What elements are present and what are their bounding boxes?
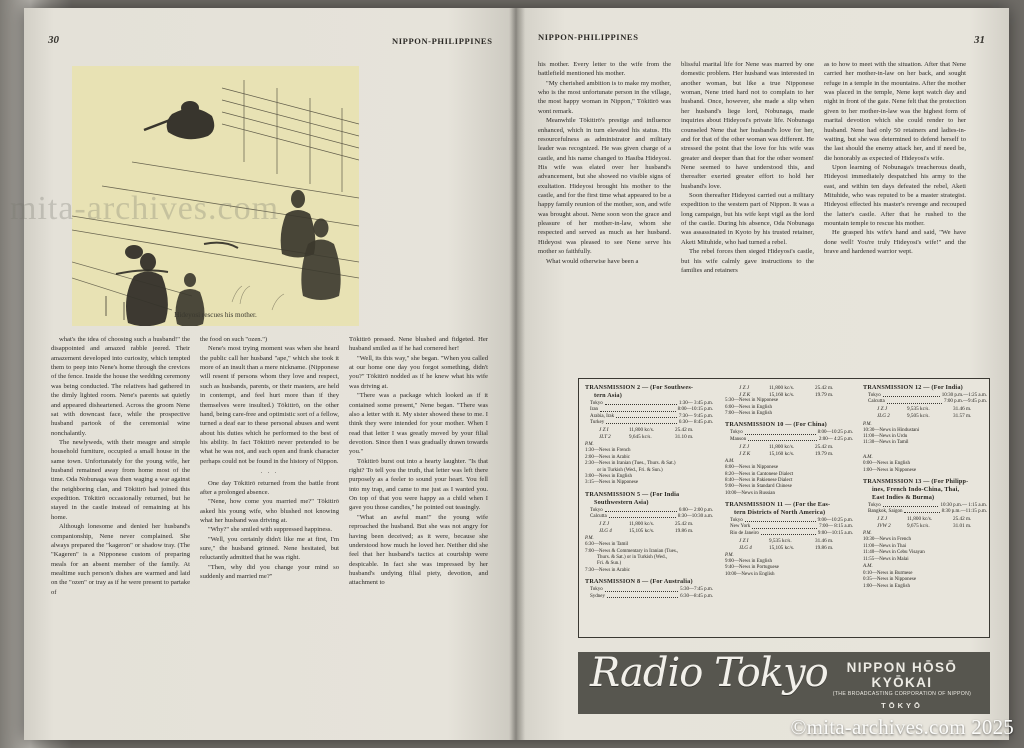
paragraph: Soon thereafter Hideyosi carried out a military expedition to the western part of Nippon. It was a long campaign, but his wife kept vigil as the lord of the castle. During his absence, Oda Nobunaga was assassinated in Kyoto by his trusted retainer, Aketi Mituhide, who had turned a rebel. <box>681 192 814 246</box>
tx-program-item: 8:20—News in Cantonese Dialect <box>725 471 794 477</box>
tx-station-row <box>585 594 713 600</box>
ad-city: TŌKYŌ <box>881 701 923 710</box>
tx-frequency-row <box>725 451 853 458</box>
tx-meters: 25.42 m. <box>815 443 834 450</box>
tx-call-sign: J Z J <box>739 384 750 391</box>
paragraph: "What an awful man!" the young wife reproached the husband. But she was not angry for having been deceived; as it were, because she understood how much he loved her. Neither did she feel that her husband's tactics at courtship were despicable. In fact she was impressed by her husband's undying filial piety, devotion, and attachment to <box>349 513 488 587</box>
tx-program-item-cont: Thurs. & Sat.) or in Turkish (Wed., <box>597 555 668 561</box>
tx-station-time: 7:00 p.m.—9:45 p.m. <box>943 399 987 405</box>
tx-station-time: 5:30—7:45 p.m. <box>680 587 713 593</box>
paragraph: Upon learning of Nobunaga's treacherous death, Hideyosi immediately despatched his army to the east, and within ten days defeated the rebel, Aketi Mituhide, who was reputed to be a master strategist. Hideyosi effected his master's revenge and recouped the latter's castle. After that he rushed to the mountain temple to rescue his mother. <box>824 163 966 228</box>
tx-program-item: 0:00—News in English <box>863 461 910 467</box>
paragraph: Tōkitirō burst out into a hearty laughter. "Is that right? To tell you the truth, that letter was left there purposely as a feeler to sound your heart. You fell into my trap, and came to me just as I wanted you. On top of that you were happy as a child when I gave you those candies," he pointed out teasingly. <box>349 457 488 512</box>
tx-kilocycles: 9,535 kc/s. <box>769 537 792 544</box>
radio-tokyo-advertisement <box>578 652 990 714</box>
paragraph: "Well, its this way," she began. "When you called at our home one day you forgot something, didn't you?" Tōkitirō nodded as if he knew what his wife was driving at. <box>349 354 488 390</box>
transmission-title-cont: tern Districts of North America) <box>734 509 826 517</box>
tx-program-item: 11:40—News in Cebu Visayan <box>863 550 925 556</box>
tx-meters: 25.42 m. <box>953 515 972 522</box>
tx-program-item: 11:00—News in Urdu <box>863 434 908 440</box>
tx-station-time: 8:00—10:15 p.m. <box>677 407 713 413</box>
tx-station-row <box>863 399 987 405</box>
tx-program-item: 11:30—News in Tamil <box>863 440 909 446</box>
tx-call-sign: J Z J <box>739 443 750 450</box>
tx-program-item: 11:00—News in Thai <box>863 543 907 549</box>
transmission-title: TRANSMISSION 12 — (For India) <box>863 384 963 391</box>
tx-program-item: 11:55—News in Malai <box>863 556 909 562</box>
paragraph: The newlyweds, with their meagre and simple household furniture, occupied a small house in the same town. Unfortunately for the young wife, her husband remained away from home most of the time. Oda Nobunaga was then waging a war against the neighboring clan, and Tōkitirō had joined this expedition. Tōkitirō occasionally returned, but he stayed in the castle instead of remaining at his home. <box>51 438 190 521</box>
tx-meters: 19.79 m. <box>815 450 834 457</box>
tx-station-time: 8:00—10:25 p.m. <box>817 430 853 436</box>
tx-program-item: A.M. <box>863 454 873 460</box>
tx-dots <box>605 401 677 405</box>
paragraph: The rebel forces then sieged Hideyosi's castle, but his wife calmly gave instructions to the families and retainers <box>681 248 814 274</box>
tx-station-name: Manson <box>730 436 747 442</box>
illustration-caption: Hideyosi rescues his mother. <box>174 311 257 319</box>
tx-dots <box>605 508 677 512</box>
tx-dots <box>606 420 677 424</box>
transmission-title-cont: ines, French Indo-China, Thai, <box>872 485 960 493</box>
tx-station-row <box>863 509 987 515</box>
tx-program-item: 10:30—News in Hindustani <box>863 427 920 433</box>
tx-station-name: Sydney <box>590 593 605 599</box>
tx-station-time: 6:00— 2:00 p.m. <box>678 507 713 513</box>
right-page-folio: 31 <box>974 34 985 46</box>
tx-station-name: Arabia, Irak <box>590 413 615 419</box>
tx-station-name: Tokyo <box>590 587 603 593</box>
tx-call-sign: J Z J <box>877 406 888 413</box>
tx-station-name: Tokyo <box>590 507 603 513</box>
transmission-schedule-box <box>578 378 990 638</box>
left-page <box>24 8 516 740</box>
transmission-title-cont: East Indies & Burma) <box>872 493 935 501</box>
right-page-column-2 <box>681 60 814 380</box>
tx-call-sign: J Z J <box>599 520 610 527</box>
tx-dots <box>883 393 940 397</box>
tx-station-name: Tokyo <box>868 392 881 398</box>
tx-program-item: A.M. <box>863 564 873 570</box>
tx-ampm-label: P.M. <box>725 552 734 558</box>
tx-meters: 31.01 m. <box>953 523 972 530</box>
right-page-column-3 <box>824 60 966 380</box>
tx-station-name: Turkey <box>590 420 605 426</box>
tx-kilocycles: 9,675 kc/s. <box>907 523 930 530</box>
tx-station-time: 2:00— 4:25 p.m. <box>818 436 853 442</box>
tx-station-name: Rio de Janeiro <box>730 530 759 536</box>
ad-script-title: Radio Tokyo <box>590 652 828 696</box>
paragraph: "My cherished ambition is to make my mother, who is the most unfortunate person in the village, the most happy woman in Nippon," Tōkitirō was wont remark. <box>538 79 671 115</box>
transmission-title: TRANSMISSION 2 — (For Southwes- tern Asia) <box>585 384 713 400</box>
tx-frequency-row <box>725 444 853 451</box>
tx-frequency-row <box>863 523 987 530</box>
paragraph: "Nene, how come you married me?" Tōkitirō asked his young wife, who blushed not knowing what her husband was driving at. <box>200 498 339 524</box>
tx-program-item: 3:00—News in English <box>585 473 632 479</box>
tx-kilocycles: 11,800 kc/s. <box>629 426 655 433</box>
tx-call-sign: J Z K <box>739 450 751 457</box>
transmission-title-cont: Southwestern Asia) <box>594 498 649 506</box>
left-page-column-3 <box>349 335 488 721</box>
tx-program-item: 7:00—News & Commentary in Iranian (Tues., Thurs. & Sat.) or in Turkish (Wed., <box>585 549 713 562</box>
tx-station-row <box>585 420 713 426</box>
tx-dots <box>616 414 677 418</box>
tx-frequency-row <box>863 406 987 413</box>
tx-kilocycles: 9,645 kc/s. <box>629 434 652 441</box>
transmission-schedule-columns <box>585 384 987 632</box>
tx-program-item: 6:30—News in Tamil <box>585 542 629 548</box>
tx-meters: 19.86 m. <box>675 528 694 535</box>
tx-program-item: 6:00—News in English <box>725 404 772 410</box>
tx-kilocycles: 11,800 kc/s. <box>769 384 795 391</box>
tx-program-item: 9:40—News in Portuguese <box>725 565 779 571</box>
tx-meters: 31.57 m. <box>953 413 972 420</box>
tx-dots <box>609 514 676 518</box>
tx-meters: 31.46 m. <box>953 406 972 413</box>
tx-meters: 19.79 m. <box>815 391 834 398</box>
tx-program-item: Fri. & Sun.) <box>597 561 622 567</box>
paragraph-separator: . . . <box>260 469 279 476</box>
tx-program-item: 1:00—News in English <box>863 583 910 589</box>
tx-program-item: 10:00—News in Russian <box>725 490 775 496</box>
ad-corporation-name: NIPPON HŌSŌ KYŌKAI <box>846 660 958 690</box>
tx-call-sign: JVW 2 <box>877 523 891 530</box>
tx-meters: 31.46 m. <box>815 537 834 544</box>
tx-station-name: Calcutta <box>868 399 885 405</box>
tx-station-time: 10:30 p.m.— 1:15 a.m. <box>940 502 987 508</box>
tx-station-name: Iran <box>590 407 599 413</box>
tx-program-item: 2:30—News in Iranian (Tues., Thurs. & Sat.) or in Turkish (Wed., Fri. & Sun.) <box>585 461 713 474</box>
tx-call-sign: J Z K <box>739 391 751 398</box>
paragraph: Nene's most trying moment was when she heard the public call her husband "ape," which she took it more of an insult than a mere nickname. (Nipponese will resent if persons whom they love and respect, such as husbands, parents, or their masters, are held in contempt, and feel hurt more than if they themselves were insulted.) Tōkitirō, on the other hand, being care-free and optimistic sort of a fellow, turned a deaf ear to these personal abuses and went about his duties which he performed to the best of his ability. In fact Tōkitirō never pretended to be what he was not, and such open and frank character perhaps could not be found in the history of Nippon. <box>200 345 339 465</box>
tx-frequency-row <box>863 516 987 523</box>
paragraph: the food on such "ozen.") <box>200 336 268 343</box>
paragraph: blissful marital life for Nene was marred by one domestic problem. Her husband was interested in another woman, but like a true Nipponese woman, Nene tried hard not to complain to her husband. Once, however, she made a slip when her husband's liege lord, Nobunaga, made inquiries about Hideyosi's private life. Nobunaga counseled Nene that her husband's love for her, and for that of the other woman was different. He stressed the point that the love for his wife was greater and deeper than that for the other women! Nene seemed to have understood this, and thereafter exerted greater effort to hold her husband's love. <box>681 61 814 190</box>
tx-program-item: 10:30—News in French <box>863 537 912 543</box>
tx-frequency-row <box>863 413 987 420</box>
tx-dots <box>883 503 939 507</box>
tx-station-time: 10:30 p.m.—1:25 a.m. <box>941 392 987 398</box>
paragraph: Tōkitirō pressed. Nene blushed and fidgeted. Her husband smiled as if he had cornered her! <box>349 336 488 353</box>
tx-program-item: 9:00—News in Standard Chinese <box>725 484 792 490</box>
tx-call-sign: JLG 2 <box>877 413 890 420</box>
tx-station-name: Tokyo <box>730 517 743 523</box>
tx-program-item: 8:00—News in Nipponese <box>725 465 779 471</box>
tx-ampm-label: P.M. <box>863 421 872 427</box>
tx-dots <box>752 524 817 528</box>
tx-dots <box>761 531 816 535</box>
tx-frequency-row <box>585 528 713 535</box>
right-page-column-1 <box>538 60 671 380</box>
left-page-runhead: NIPPON-PHILIPPINES <box>392 36 493 46</box>
paragraph: what's the idea of choosing such a husband!" the disappointed and amazed rabble jeered. Their amazement developed into curiosity, which tempted them to peep into Nene's home through the crevices of the fence. Inside the house the wedding ceremony was being conducted. The relatives had gathered in the dimly lighted room. Nene's parents sat quietly and appeared disheartened. Across the groom Nene sat with downcast face, while the prospective husband partook of the ceremonial wine nonchalantly. <box>51 336 190 437</box>
tx-kilocycles: 15,105 kc/s. <box>629 528 655 535</box>
left-page-column-2 <box>200 335 339 721</box>
tx-station-name: Calcutta <box>590 513 607 519</box>
tx-meters: 25.42 m. <box>675 426 694 433</box>
tx-frequency-row <box>725 538 853 545</box>
tx-program-item: 7:30—News in Arabic <box>585 567 630 573</box>
watermark-corner: ©mita-archives.com 2025 <box>790 715 1014 739</box>
tx-frequency-row <box>585 521 713 528</box>
tx-call-sign: J Z I <box>739 537 749 544</box>
transmission-column-3 <box>863 384 987 590</box>
tx-spacer <box>863 447 987 453</box>
tx-kilocycles: 15,105 kc/s. <box>769 544 795 551</box>
watermark-faint: mita-archives.com <box>10 190 280 227</box>
left-page-folio: 30 <box>48 34 59 46</box>
paragraph: Meanwhile Tōkitirō's prestige and influence enhanced, which in turn elevated his status. His resourcefulness as administrator and military leader was recognized. He was given charge of a castle, and his name changed to Hasiba Hideyosi. His wife was elated over her husband's advancement, but she showed no visible signs of exultation. Hideyosi brought his mother to the castle, and for the first time what appeared to be a happy family reunion of the mother, son, and wife was brought about. Nene soon won the grace and pleasure of her mother-in-law, whom she respected and served as much as her husband. Hideyosi was pleased to see Nene serve his mother so faithfully. <box>538 117 671 256</box>
transmission-title: TRANSMISSION 11 — (For the Eas- tern Districts of North America) <box>725 501 853 517</box>
tx-station-row <box>585 514 713 520</box>
right-page-runhead: NIPPON-PHILIPPINES <box>538 32 639 42</box>
tx-frequency-row <box>725 385 853 392</box>
tx-program-item: 1:00—News in Nipponese <box>863 467 917 473</box>
paragraph: his mother. Every letter to the wife from the battlefield mentioned his mother. <box>538 61 671 78</box>
tx-station-time: 9:00—10:25 p.m. <box>817 517 853 523</box>
paragraph: as to how to meet with the situation. After that Nene carried her mother-in-law on her back, and sought refuge in a temple in the mountains. After the mother was placed in the temple, Nene kept watch day and night in front of the gate. Nene felt that the protection given to her mother-in-law was the highest form of marital devotion which she could render to her husband. Nene had only 50 retainers and ladies-in-waiting, but she was determined to defend herself to the last should the enemy attack her, and if need be, die honorably as expected of Hideyosi's wife. <box>824 61 966 162</box>
tx-kilocycles: 11,800 kc/s. <box>629 520 655 527</box>
paragraph: Although lonesome and denied her husband's companionship, Nene never complained. She always prepared the "kageron" or shadow tray. (The "Kageren" is a Nipponese custom of preparing meals for an absent member of the family. At mealtime such person's dishes are warmed and laid on the "ozen" or tray as if he were present to partake of <box>51 523 190 596</box>
tx-program-item: 10:00—News in English <box>725 571 775 577</box>
tx-station-name: Tokyo <box>730 430 743 436</box>
tx-program-item: 1:30—News in French <box>585 448 631 454</box>
left-page-column-1 <box>51 335 190 721</box>
tx-dots <box>605 587 678 591</box>
tx-program-item-cont: or in Turkish (Wed., Fri. & Sun.) <box>597 467 663 473</box>
tx-station-time: 8:30—10:30 a.m. <box>677 513 713 519</box>
paragraph: "Why?" she smiled with suppressed happiness. <box>208 526 333 534</box>
tx-program-item: 5:30—News in Nipponese <box>725 398 779 404</box>
transmission-title-cont: tern Asia) <box>594 391 622 399</box>
transmission-title: TRANSMISSION 10 — (For China) <box>725 421 827 429</box>
tx-dots <box>745 518 816 522</box>
illustration-hideyosi-rescues-mother <box>72 66 359 326</box>
tx-meters: 25.42 m. <box>675 520 694 527</box>
illustration-artwork <box>72 66 359 326</box>
tx-station-time: 6:30— 8:45 p.m. <box>678 420 713 426</box>
page-gutter-shadow <box>509 8 525 740</box>
tx-ampm-label: P.M. <box>863 531 872 537</box>
transmission-column-2 <box>725 384 853 578</box>
tx-kilocycles: 9,505 kc/s. <box>907 413 930 420</box>
tx-frequency-row <box>585 434 713 441</box>
tx-meters: 31.10 m. <box>675 434 694 441</box>
tx-station-row <box>725 437 853 443</box>
tx-kilocycles: 9,535 kc/s. <box>907 406 930 413</box>
transmission-title: TRANSMISSION 13 — (For Philipp- ines, French Indo-China, Thai, East Indies & Burma) <box>863 478 987 502</box>
tx-ampm-label: P.M. <box>585 442 594 448</box>
tx-program-item: 0:10—News in Burmese <box>863 570 913 576</box>
tx-dots <box>600 407 676 411</box>
tx-program-item: 3:15—News in Nipponese <box>585 480 639 486</box>
tx-station-time: 8:30 p.m.—11:15 p.m. <box>941 509 987 515</box>
tx-program-item: 2:00—News in Arabic <box>585 454 630 460</box>
tx-station-name: Tokyo <box>590 400 603 406</box>
tx-station-row <box>725 531 853 537</box>
tx-program-item: 7:00—News in English <box>725 411 772 417</box>
tx-dots <box>748 437 817 441</box>
paragraph: What would otherwise have been a <box>546 257 639 265</box>
tx-call-sign: JLT 2 <box>599 434 611 441</box>
tx-frequency-row <box>585 427 713 434</box>
transmission-title: TRANSMISSION 8 — (For Australia) <box>585 578 693 586</box>
ad-corporation-subtitle: (THE BROADCASTING CORPORATION OF NIPPON) <box>832 691 972 697</box>
tx-call-sign: JLG 4 <box>739 544 752 551</box>
tx-dots <box>887 399 942 403</box>
tx-call-sign: J Z J <box>877 515 888 522</box>
paragraph: One day Tōkitirō returned from the battle front after a prolonged absence. <box>200 479 339 496</box>
tx-ampm-label: P.M. <box>585 536 594 542</box>
tx-meters: 19.86 m. <box>815 544 834 551</box>
tx-station-time: 9:00—10:15 a.m. <box>817 530 853 536</box>
tx-station-name: Tokyo <box>868 502 881 508</box>
paragraph: "Well, you certainly didn't like me at first, I'm sure," the husband grinned. Nene hesitated, but reluctantly admitted that he was right. <box>200 535 339 562</box>
transmission-title: TRANSMISSION 5 — (For India Southwestern Asia) <box>585 491 713 507</box>
tx-program-item: 8:40—News in Pakienese Dialect <box>725 477 793 483</box>
ad-corporation-block <box>818 660 986 710</box>
tx-station-name: Bangkok, Saigon <box>868 509 903 515</box>
tx-frequency-row <box>725 392 853 399</box>
tx-kilocycles: 11,800 kc/s. <box>769 443 795 450</box>
tx-frequency-row <box>725 545 853 552</box>
paragraph: He grasped his wife's hand and said, "We have done well! You're truly Hideyosi's wife!" and the brave and hardened warrior wept. <box>824 229 966 256</box>
tx-program-item: 9:00—News in English <box>725 559 772 565</box>
tx-program-item: 0:35—News in Nipponese <box>863 577 917 583</box>
tx-station-time: 7:00— 8:15 a.m. <box>819 524 853 530</box>
tx-kilocycles: 15,160 kc/s. <box>769 391 795 398</box>
tx-dots <box>904 509 939 513</box>
paragraph: "There was a package which looked as if it contained some present," Nene began. "There was also a letter with it. My sister showed these to me. I think they were intended for your mother. When I read that letter I was greatly moved by your filial devotion. Since then I was gradually drawn towards you." <box>349 392 488 456</box>
tx-station-name: New York <box>730 524 751 530</box>
tx-station-time: 7:30— 9:45 p.m. <box>678 413 713 419</box>
tx-call-sign: J Z I <box>599 426 609 433</box>
tx-kilocycles: 15,160 kc/s. <box>769 450 795 457</box>
tx-station-time: 1:30— 3:45 p.m. <box>678 400 713 406</box>
tx-kilocycles: 11,800 kc/s. <box>907 515 933 522</box>
paragraph: "Then, why did you change your mind so suddenly and married me?" <box>200 563 339 581</box>
tx-station-time: 6:30—8:45 p.m. <box>680 593 713 599</box>
tx-dots <box>607 594 678 598</box>
tx-call-sign: JLG 4 <box>599 528 612 535</box>
tx-ampm-label: A.M. <box>725 459 735 465</box>
tx-meters: 25.42 m. <box>815 384 834 391</box>
tx-dots <box>745 430 816 434</box>
transmission-column-1 <box>585 384 713 600</box>
